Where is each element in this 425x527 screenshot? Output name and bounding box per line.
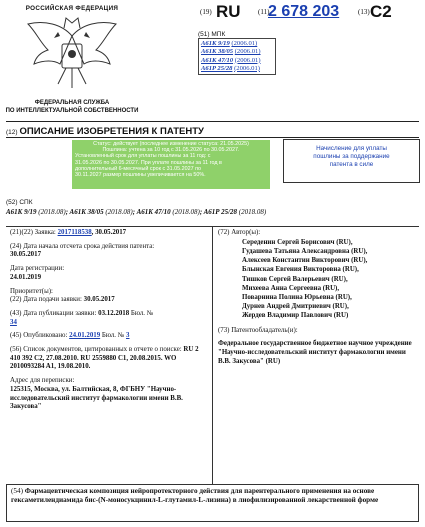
spk-code: A61P 25/28	[203, 208, 238, 216]
term-field	[10, 243, 210, 260]
agency-line-1: ФЕДЕРАЛЬНАЯ СЛУЖБА	[34, 100, 110, 106]
spk-date: (2018.08)	[238, 208, 267, 216]
invention-title: Фармацевтическая композиция нейропротекторного действия для парентерального применения на основе гексаметилендиамида бис-(N-моносукцинил-L-глутамил-L-лизина) в лиофилизированной лекарственной форме	[11, 487, 379, 504]
invention-title-box	[6, 484, 419, 522]
pub45-field	[10, 332, 210, 341]
status-line: Установленный срок для уплаты пошлины за 11 год: с	[75, 153, 211, 160]
mpk-item	[201, 40, 273, 48]
term-label: (24) Дата начала отсчета срока действия патента:	[10, 242, 155, 250]
status-line: Статус: действует (последнее изменение статуса: 21.05.2025)	[93, 141, 249, 147]
pub43-label: (43) Дата публикации заявки:	[10, 309, 97, 317]
country-code: RU	[216, 2, 241, 21]
priority-field	[10, 288, 210, 305]
application-date: , 30.05.2017	[91, 229, 127, 236]
filing-label: (22) Дата подачи заявки:	[10, 296, 82, 304]
spk-code: A61K 38/05	[69, 208, 104, 216]
author-item: Гудашева Татьяна Александровна (RU),	[242, 247, 368, 255]
agency-name	[4, 99, 140, 115]
authors-list	[242, 238, 418, 321]
application-number-link[interactable]: 2017118538	[57, 229, 92, 236]
reg-label: Дата регистрации:	[10, 265, 65, 273]
pub45-date-link[interactable]: 24.01.2019	[69, 332, 101, 340]
notice-line: пошлины за поддержание	[313, 153, 390, 160]
addr-text: 125315, Москва, ул. Балтийская, 8, ФГБНУ "Научно-исследовательский институт фармакологии имени В.В. Закусова"	[10, 385, 183, 411]
mpk-list	[198, 38, 276, 75]
status-line: 30.11.2027 размер пошлины увеличивается на 50%.	[75, 172, 206, 179]
spk-date: (2018.08)	[38, 208, 66, 216]
mpk-date: (2006.01)	[234, 56, 261, 64]
mpk-item	[201, 57, 273, 65]
mpk-code-link[interactable]: A61K 47/10	[201, 56, 234, 64]
mpk-date: (2006.01)	[234, 48, 261, 56]
spk-code: A61K 9/19	[6, 208, 37, 216]
notice-line: Начисление для уплаты	[316, 145, 387, 152]
addr-label: Адрес для переписки:	[10, 377, 75, 385]
spk-label: (52) СПК	[6, 199, 33, 206]
mpk-date: (2006.01)	[234, 64, 260, 72]
spk-list: A61K 9/19 (2018.08); A61K 38/05 (2018.08); A61K 47/10 (2018.08); A61P 25/28 (2018.08)	[6, 208, 267, 216]
status-line: дополнительный 6-месячный срок с 31.05.2027 по	[75, 165, 202, 172]
agency-line-2: ПО ИНТЕЛЛЕКТУАЛЬНОЙ СОБСТВЕННОСТИ	[5, 108, 139, 114]
status-panel	[72, 140, 270, 189]
address-field	[10, 377, 210, 412]
mpk-code-link[interactable]: A61P 25/28	[201, 64, 233, 72]
inid-11: (11)	[258, 8, 270, 16]
pub43-date: 03.12.2018	[98, 309, 130, 317]
application-label: (21)(22) Заявка:	[10, 229, 56, 236]
author-item: Жердев Владимир Павлович (RU)	[242, 312, 349, 320]
filing-date: 30.05.2017	[83, 296, 115, 304]
author-item: Тишков Сергей Валерьевич (RU),	[242, 275, 348, 283]
title-text: ОПИСАНИЕ ИЗОБРЕТЕНИЯ К ПАТЕНТУ	[19, 126, 204, 137]
bibliographic-left	[10, 229, 210, 417]
inid-54: (54)	[11, 487, 23, 495]
author-item: Блынская Евгения Викторовна (RU),	[242, 266, 359, 274]
document-title	[6, 126, 204, 137]
pub45-bull-link[interactable]: 3	[126, 332, 130, 340]
docs-label: (56) Список документов, цитированных в отчете о поиске:	[10, 346, 182, 354]
pub45-bull-label: Бюл. №	[101, 332, 125, 340]
kind-code: C2	[370, 2, 392, 21]
mpk-item	[201, 48, 273, 56]
mpk-label: (51) МПК	[198, 31, 226, 38]
owner-label: (73) Патентообладатель(и):	[218, 326, 298, 334]
patent-number-link[interactable]: 2 678 203	[268, 3, 340, 20]
inid-19: (19)	[200, 8, 212, 16]
author-item: Алексеев Константин Викторович (RU),	[242, 257, 368, 265]
reg-date: 24.01.2019	[10, 273, 42, 281]
pub43-bull-link[interactable]: 34	[10, 318, 17, 326]
author-item: Поварнина Полина Юрьевна (RU),	[242, 293, 352, 301]
author-item: Середенин Сергей Борисович (RU),	[242, 238, 353, 246]
status-line: Пошлина: учтена за 10 год с 31.05.2026 по 30.05.2027.	[102, 147, 240, 154]
mpk-item	[201, 65, 273, 73]
pub45-label: (45) Опубликовано:	[10, 332, 68, 340]
divider	[6, 121, 419, 122]
spk-date: (2018.08)	[105, 208, 133, 216]
column-divider	[212, 226, 213, 484]
notice-line: патента в силе	[329, 161, 374, 168]
fee-notice-link[interactable]	[283, 139, 420, 183]
pub43-bull-label: Бюл. №	[130, 309, 154, 317]
emblem-image	[14, 14, 130, 94]
priority-label: Приоритет(ы):	[10, 287, 53, 295]
pub43-field	[10, 310, 210, 327]
application-field	[10, 229, 210, 238]
term-date: 30.05.2017	[10, 251, 42, 259]
status-line: 31.05.2026 по 30.05.2027. При уплате пошлины за 11 год в	[75, 159, 222, 166]
spk-date: (2018.08)	[172, 208, 200, 216]
inid-13: (13)	[358, 8, 370, 16]
mpk-date: (2006.01)	[231, 40, 258, 47]
docs-field	[10, 346, 210, 372]
author-item: Михеева Анна Сергеевна (RU),	[242, 284, 340, 292]
mpk-code-link[interactable]: A61K 38/05	[201, 48, 234, 56]
authors-label: (72) Автор(ы):	[218, 229, 261, 236]
country-name: РОССИЙСКАЯ ФЕДЕРАЦИЯ	[25, 5, 119, 12]
inid-12: (12)	[6, 129, 18, 136]
owner-text	[218, 340, 418, 366]
author-item: Дурнев Андрей Дмитриевич (RU),	[242, 303, 349, 311]
divider	[6, 137, 419, 138]
spk-code: A61K 47/10	[136, 208, 171, 216]
owner-name: Федеральное государственное бюджетное научное учреждение "Научно-исследовательский институт фармакологии имени В.В. Закусова" (RU)	[218, 340, 412, 365]
mpk-code-link[interactable]: A61K 9/19	[201, 40, 230, 47]
registration-field	[10, 265, 210, 282]
bibliographic-right	[218, 229, 418, 371]
docs-text: RU 2 410 392 C2, 27.08.2010. RU 2559880 C1, 20.08.2015. WO 2010093284 A1, 19.08.2010.	[10, 346, 199, 371]
